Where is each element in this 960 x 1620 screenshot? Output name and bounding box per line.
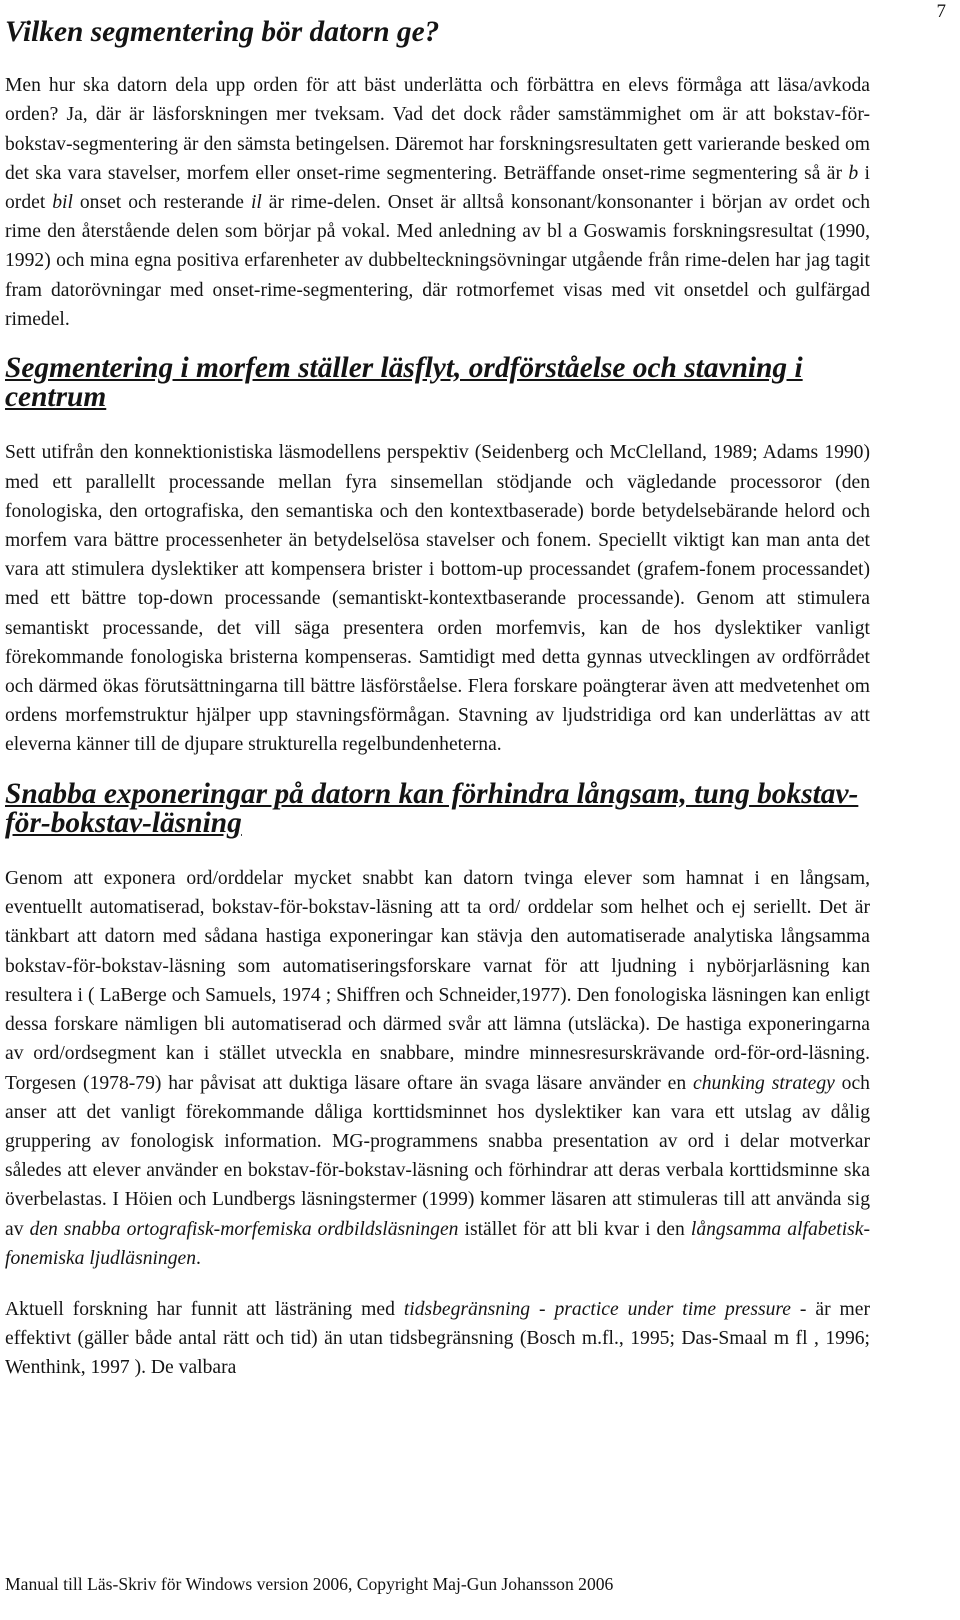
italic-term: b <box>848 162 859 184</box>
italic-term: tidsbegränsning - practice under time pressure <box>403 1298 791 1320</box>
italic-term: bil <box>52 192 73 214</box>
text-run: i ordet <box>5 162 870 214</box>
italic-term: il <box>250 192 262 214</box>
text-run: - är mer effektivt (gäller både antal rätt och tid) än utan tidsbegränsning (Bosch m.fl., 1995; Das-Smaal m fl , 1996; Wenthink, 1997 ). De valbara <box>5 1298 870 1379</box>
text-run: Men hur ska datorn dela upp orden för att bäst underlätta och förbättra en elevs förmåga att läsa/avkoda orden? Ja, där är läsforskningen mer tveksam. Vad det dock råder samstämmighet om är att bokstav-för-bokstav-segmentering är den sämsta betingelsen. Däremot har forskningsresultaten gett varierande besked om det ska vara stavelser, morfem eller onset-rime segmentering. Beträffande onset-rime segmentering så är <box>5 75 870 184</box>
text-run: Genom att exponera ord/orddelar mycket snabbt kan datorn tvinga elever som hamnat i en långsam, eventuellt automatiserad, bokstav-för-bokstav-läsning att ta ord/ orddelar som helhet och ej seriellt. Det är tänkbart att datorn med sådana hastiga exponeringar kan stävja den automatiserade analytiska långsamma bokstav-för-bokstav-läsning som automatiseringsforskare varnat för att ljudning i nybörjarläsning kan resultera i ( LaBerge och Samuels, 1974 ; Shiffren och Schneider,1977). Den fonologiska läsningen kan enligt dessa forskare nämligen bli automatiserad och därmed svår att lämna (utsläcka). De hastiga exponeringarna av ord/ordsegment kan i stället utveckla en snabbare, mindre minnesresurskrävande ord-för-ord-läsning. Torgesen (1978-79) har påvisat att duktiga läsare oftare än svaga läsare använder en <box>5 868 870 1094</box>
section-heading-segmentation: Vilken segmentering bör datorn ge? <box>5 16 440 48</box>
paragraph-morphemes: Sett utifrån den konnektionistiska läsmodellens perspektiv (Seidenberg och McClelland, 1989; Adams 1990) med ett parallellt processande mellan fyra sinsemellan stödjande och vägledande processoror (den fonologiska, den ortografiska, den semantiska och den kontextbaserade) borde betydelsebärande helord och morfem vara bättre processenheter än betydelselösa stavelser och fonem. Speciellt viktigt kan man anta det vara att stimulera dyslektiker att kompensera brister i bottom-up processandet (grafem-fonem processandet) med ett bättre top-down processande (semantiskt-kontextbaserande processande). Genom att stimulera semantiskt processande, det vill säga presentera orden morfemvis, kan de hos dyslektiker vanligt förekommande fonologiska bristerna kompenseras. Samtidigt med detta gynnas utvecklingen av ordförrådet och därmed ökas förutsättningarna till bättre läsförståelse. Flera forskare poängterar även att medvetenhet om ordens morfemstruktur hjälper upp stavningsförmågan. Stavning av ljudstridiga ord kan underlättas av att eleverna känner till de djupare strukturella regelbundenheterna. <box>5 442 870 756</box>
text-run: och anser att det vanligt förekommande dåliga korttidsminnet hos dyslektiker kan vara ett utslag av dålig gruppering av fonologisk information. MG-programmens snabba presentation av ord i delar motverkar således att elever använder en bokstav-för-bokstav-läsning och förhindrar att deras verbala korttidsminne ska överbelastas. I Höien och Lundbergs läsningstermer (1999) kommer läsaren att stimuleras till att använda sig av <box>5 1072 870 1240</box>
italic-term: chunking strategy <box>693 1072 835 1094</box>
paragraph-segmentation <box>5 71 870 334</box>
text-run: istället för att bli kvar i den <box>458 1218 691 1240</box>
text-run: Aktuell forskning har funnit att lästräning med <box>5 1298 404 1320</box>
text-run: . <box>196 1247 201 1269</box>
text-run: onset och resterande <box>72 192 251 214</box>
section-heading-morphemes: Segmentering i morfem ställer läsflyt, ordförståelse och stavning i centrum <box>5 352 803 414</box>
italic-term: den snabba ortografisk-morfemiska ordbildsläsningen <box>29 1218 459 1240</box>
paragraph-fast-exposure <box>5 864 870 1273</box>
paragraph-time-pressure <box>5 1295 870 1383</box>
italic-term: långsamma alfabetisk-fonemiska ljudläsningen <box>5 1218 870 1269</box>
document-body <box>5 18 870 1383</box>
page-footer: Manual till Läs-Skriv för Windows version 2006, Copyright Maj-Gun Johansson 2006 <box>5 1574 614 1594</box>
page-number: 7 <box>936 1 946 22</box>
text-run: är rime-delen. Onset är alltså konsonant/konsonanter i början av ordet och rime den återstående delen som börjar på vokal. Med anledning av bl a Goswamis forskningsresultat (1990, 1992) och mina egna positiva erfarenheter av dubbelteckningsövningar utgående från rime-delen har jag tagit fram datorövningar med onset-rime-segmentering, där rotmorfemet visas med vit onsetdel och gulfärgad rimedel. <box>5 192 870 330</box>
section-heading-fast-exposure: Snabba exponeringar på datorn kan förhindra långsam, tung bokstav-för-bokstav-läsning <box>5 777 859 839</box>
